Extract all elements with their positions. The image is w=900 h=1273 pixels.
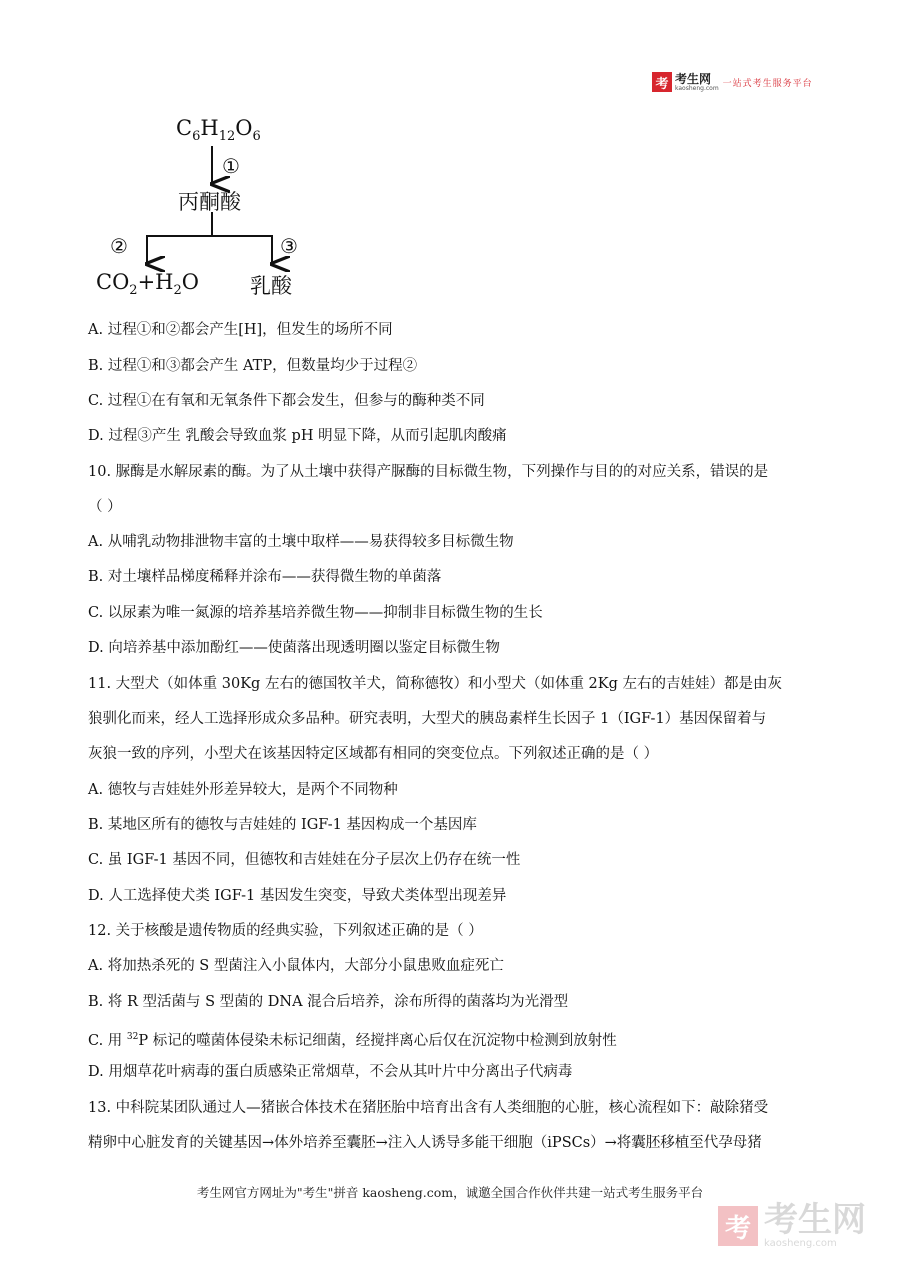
option-10b: B. 对土壤样品梯度稀释并涂布——获得微生物的单菌落 [88,569,442,585]
logo-icon: 考 [652,72,672,92]
question-10-bracket: （ ） [88,499,122,515]
option-9c: C. 过程①在有氧和无氧条件下都会发生，但参与的酶种类不同 [88,393,485,409]
question-13-stem-1: 13. 中科院某团队通过人—猪嵌合体技术在猪胚胎中培育出含有人类细胞的心脏，核心流程如下：敲除猪受 [88,1100,769,1116]
header-logo [652,72,813,92]
option-12a: A. 将加热杀死的 S 型菌注入小鼠体内，大部分小鼠患败血症死亡 [88,958,504,974]
step3-label: ③ [280,234,298,258]
question-13-stem-2: 精卵中心脏发育的关键基因→体外培养至囊胚→注入人诱导多能干细胞（iPSCs）→将囊胚移植至代孕母猪 [88,1135,762,1151]
watermark-name: 考生网 [764,1200,866,1240]
watermark-url: kaosheng.com [764,1238,837,1249]
option-10d: D. 向培养基中添加酚红——使菌落出现透明圈以鉴定目标微生物 [88,640,500,656]
pathway-diagram [80,110,340,310]
option-12b: B. 将 R 型活菌与 S 型菌的 DNA 混合后培养，涂布所得的菌落均为光滑型 [88,994,569,1010]
option-12c: C. 用 $^{32}$P 标记的噬菌体侵染未标记细菌，经搅拌离心后仅在沉淀物中检测到放射性 [88,1032,617,1049]
question-11-stem-2: 狼驯化而来，经人工选择形成众多品种。研究表明，大型犬的胰岛素样生长因子 1（IGF-1）基因保留着与 [88,711,767,727]
question-11-stem-1: 11. 大型犬（如体重 30Kg 左右的德国牧羊犬，简称德牧）和小型犬（如体重 2Kg 左右的吉娃娃）都是由灰 [88,676,783,692]
logo-slogan: 一站式考生服务平台 [722,78,813,89]
question-10-stem: 10. 脲酶是水解尿素的酶。为了从土壤中获得产脲酶的目标微生物，下列操作与目的的对应关系，错误的是 [88,464,769,480]
option-9a: A. 过程①和②都会产生[H]，但发生的场所不同 [88,322,393,338]
pyruvate-label: 丙酮酸 [178,190,241,214]
page-footer: 考生网官方网址为"考生"拼音 kaosheng.com，诚邀全国合作伙伴共建一站式考生服务平台 [196,1185,704,1200]
option-9b: B. 过程①和③都会产生 ATP，但数量均少于过程② [88,358,418,374]
question-11-stem-3: 灰狼一致的序列，小型犬在该基因特定区域都有相同的突变位点。下列叙述正确的是（ ） [88,746,659,762]
watermark-logo-icon: 考 [718,1206,758,1246]
option-10a: A. 从哺乳动物排泄物丰富的土壤中取样——易获得较多目标微生物 [88,534,514,550]
option-11c: C. 虽 IGF-1 基因不同，但德牧和吉娃娃在分子层次上仍存在统一性 [88,852,521,868]
co2-h2o-formula: $CO_2+H_2O$ [96,270,199,299]
glucose-formula: $C_6H_{12}O_6$ [176,116,261,145]
logo-url: kaosheng.com [675,84,719,92]
step1-label: ① [222,154,240,178]
step2-label: ② [110,234,128,258]
question-12-stem: 12. 关于核酸是遗传物质的经典实验，下列叙述正确的是（ ） [88,923,483,939]
lactate-label: 乳酸 [250,274,292,298]
option-12d: D. 用烟草花叶病毒的蛋白质感染正常烟草，不会从其叶片中分离出子代病毒 [88,1064,573,1080]
option-9d: D. 过程③产生 乳酸会导致血浆 pH 明显下降，从而引起肌肉酸痛 [88,428,507,444]
option-10c: C. 以尿素为唯一氮源的培养基培养微生物——抑制非目标微生物的生长 [88,605,543,621]
option-11d: D. 人工选择使犬类 IGF-1 基因发生突变，导致犬类体型出现差异 [88,888,507,904]
logo-name: 考生网 [675,71,712,86]
option-11b: B. 某地区所有的德牧与吉娃娃的 IGF-1 基因构成一个基因库 [88,817,477,833]
option-11a: A. 德牧与吉娃娃外形差异较大，是两个不同物种 [88,782,398,798]
watermark [718,1200,866,1249]
